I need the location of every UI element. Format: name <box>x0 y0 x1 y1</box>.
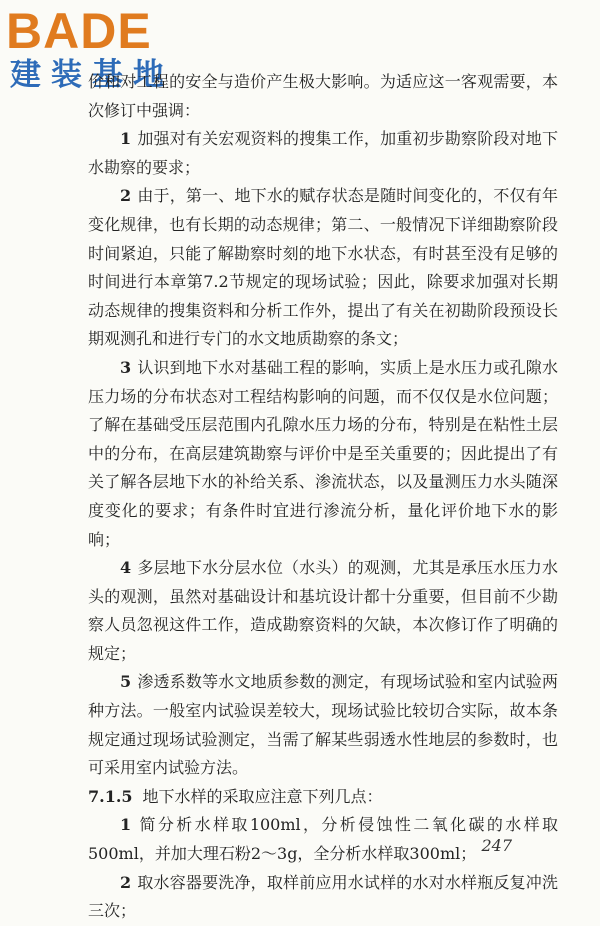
document-body <box>88 68 558 926</box>
item-number: 2 <box>120 872 132 892</box>
logo-subtitle: 建装基地 <box>10 57 174 93</box>
list-item <box>88 125 558 182</box>
intro-paragraph: 价和对工程的安全与造价产生极大影响。为适应这一客观需要，本次修订中强调： <box>88 72 558 120</box>
item-text: 认识到地下水对基础工程的影响，实质上是水压力或孔隙水压力场的分布状态对工程结构影响的问题，而不仅仅是水位问题；了解在基础受压层范围内孔隙水压力场的分布，特别是在粘性土层中的分布，在高层建筑勘察与评价中是至关重要的；因此提出了有关了解各层地下水的补给关系、渗流状态，以及量测压力水头随深度变化的要求；有条件时宜进行渗流分析，量化评价地下水的影响； <box>88 357 558 549</box>
item-text: 渗透系数等水文地质参数的测定，有现场试验和室内试验两种方法。一般室内试验误差较大，现场试验比较切合实际，故本条规定通过现场试验测定，当需了解某些弱透水性地层的参数时，也可采用室内试验方法。 <box>88 672 558 778</box>
item-text: 简分析水样取100ml，分析侵蚀性二氧化碳的水样取500ml，并加大理石粉2～3g，全分析水样取300ml； <box>88 815 558 864</box>
item-number: 1 <box>120 129 132 149</box>
list-item <box>88 554 558 668</box>
item-number: 3 <box>120 357 132 377</box>
list-item <box>88 869 558 926</box>
page-number: 247 <box>481 836 512 855</box>
item-number: 5 <box>120 672 132 692</box>
list-item <box>88 668 558 782</box>
section-text: 地下水样的采取应注意下列几点： <box>142 786 383 806</box>
list-item <box>88 182 558 354</box>
item-text: 加强对有关宏观资料的搜集工作，加重初步勘察阶段对地下水勘察的要求； <box>88 129 558 177</box>
item-number: 1 <box>120 815 132 835</box>
item-number: 4 <box>120 558 132 578</box>
section-heading <box>88 783 558 812</box>
item-number: 2 <box>120 186 132 206</box>
logo-brand <box>6 4 186 58</box>
list-item <box>88 354 558 554</box>
logo-brand-text: BADE <box>6 3 152 59</box>
item-text: 多层地下水分层水位（水头）的观测，尤其是承压水压力水头的观测，虽然对基础设计和基坑设计都十分重要，但目前不少勘察人员忽视这件工作，造成勘察资料的欠缺，本次修订作了明确的规定； <box>88 558 558 663</box>
section-number: 7.1.5 <box>88 786 133 806</box>
item-text: 由于，第一、地下水的赋存状态是随时间变化的，不仅有年变化规律，也有长期的动态规律；第二、一般情况下详细勘察阶段时间紧迫，只能了解勘察时刻的地下水状态，有时甚至没有足够的时间进行本章第7.2节规定的现场试验；因此，除要求加强对长期动态规律的搜集资料和分析工作外，提出了有关在初勘阶段预设长期观测孔和进行专门的水文地质勘察的条文； <box>88 186 558 349</box>
item-text: 取水容器要洗净，取样前应用水试样的水对水样瓶反复冲洗三次； <box>88 872 558 921</box>
